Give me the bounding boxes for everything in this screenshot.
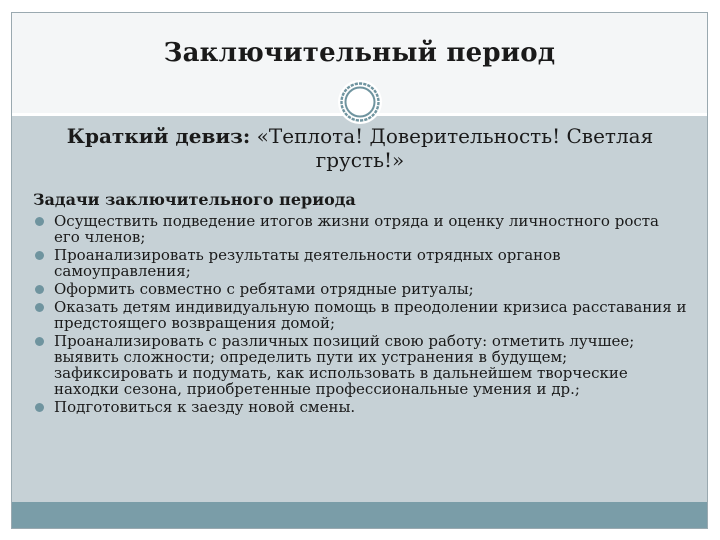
list-item-text: Оформить совместно с ребятами отрядные ритуалы; [54, 280, 474, 298]
ornamental-circle-icon [337, 79, 383, 125]
motto-label: Краткий девиз: [66, 124, 251, 148]
circle-bullet-icon [35, 403, 44, 412]
circle-bullet-icon [35, 217, 44, 226]
list-item [33, 281, 688, 297]
circle-bullet-icon [35, 337, 44, 346]
list-item [33, 333, 688, 397]
list-item [33, 399, 688, 415]
list-item [33, 247, 688, 279]
list-item [33, 299, 688, 331]
slide-title: Заключительный период [163, 38, 556, 68]
list-item-text: Оказать детям индивидуальную помощь в преодолении кризиса расставания и предстоящего возвращения домой; [54, 298, 687, 332]
list-item-text: Подготовиться к заезду новой смены. [54, 398, 356, 416]
list-item-text: Проанализировать с различных позиций свою работу: отметить лучшее; выявить сложности; определить пути их устранения в будущем; зафиксировать и подумать, как использовать в дальнейшем творческие находки сезона, приобретенные профессиональные умения и др.; [54, 332, 635, 398]
circle-bullet-icon [35, 251, 44, 260]
list-item-text: Осуществить подведение итогов жизни отряда и оценку личностного роста его членов; [54, 212, 659, 246]
tasks-heading: Задачи заключительного периода [33, 190, 356, 209]
circle-bullet-icon [35, 285, 44, 294]
motto [30, 124, 690, 172]
tasks-list [33, 213, 688, 417]
motto-text: «Теплота! Доверительность! Светлая грусть!» [250, 124, 654, 172]
list-item [33, 213, 688, 245]
circle-bullet-icon [35, 303, 44, 312]
list-item-text: Проанализировать результаты деятельности отрядных органов самоуправления; [54, 246, 561, 280]
